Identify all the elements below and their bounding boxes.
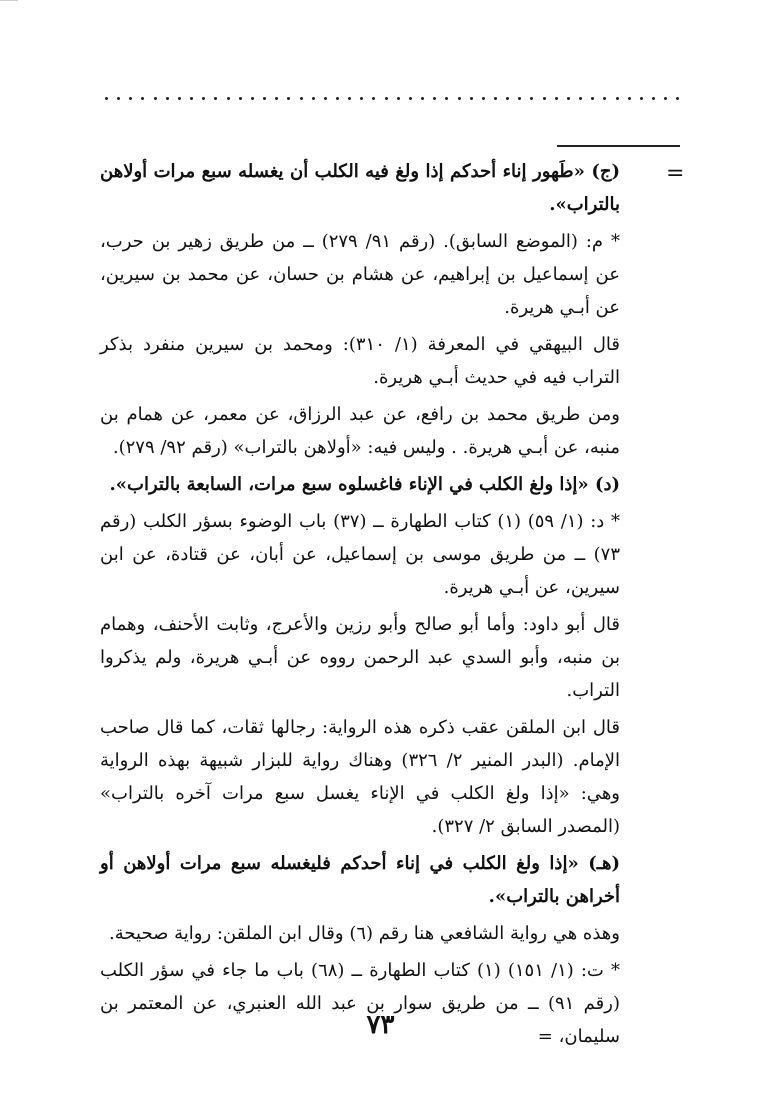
paragraph-shafii-note: وهذه هي رواية الشافعي هنا رقم (٦) وقال ابن الملقن: رواية صحيحة. [109,923,620,944]
paragraph-hadith-c: (ج) «طَهور إناء أحدكم إذا ولغ فيه الكلب أن يغسله سبع مرات أولاهن بالتراب». [100,161,620,215]
page-text [100,155,620,1057]
paragraph-tirmidhi-source: * ت: (١/ ١٥١) (١) كتاب الطهارة ــ (٦٨) باب ما جاء في سؤر الكلب (رقم ٩١) ــ من طريق سوار بن عبد الله العنبري، عن المعتمر بن سليمان، = [100,960,620,1047]
paragraph-hadith-e: (هـ) «إذا ولغ الكلب في إناء أحدكم فليغسله سبع مرات أولاهن أو أخراهن بالتراب». [100,853,621,907]
paragraph-rafi-chain: ومن طريق محمد بن رافع، عن عبد الرزاق، عن معمر، عن همام بن منبه، عن أبـي هريرة. . وليس فيه: «أولاهن بالتراب» (رقم ٩٢/ ٢٧٩). [100,404,620,458]
paragraph-hadith-d: (د) «إذا ولغ الكلب في الإناء فاغسلوه سبع مرات، السابعة بالتراب». [109,474,620,495]
paragraph-abudawud-note: قال أبو داود: وأما أبو صالح وأبو رزين والأعرج، وثابت الأحنف، وهمام بن منبه، وأبو السدي عبد الرحمن رووه عن أبـي هريرة، ولم يذكروا التراب. [100,614,620,701]
page-number: ٧٣ [366,1010,395,1040]
page-corner-mark [0,0,18,19]
continuation-mark: = [666,161,685,186]
dotted-separator [105,92,680,104]
paragraph-bayhaqi-note: قال البيهقي في المعرفة (١/ ٣١٠): ومحمد بن سيرين منفرد بذكر التراب فيه في حديث أبـي هريرة. [100,334,620,388]
paragraph-muslim-source: * م: (الموضع السابق). (رقم ٩١/ ٢٧٩) ــ من طريق زهير بن حرب، عن إسماعيل بن إبراهيم، عن هشام بن حسان، عن محمد بن سيرين، عن أبـي هريرة. [100,231,620,318]
footnote-rule [557,145,680,147]
paragraph-abudawud-source: * د: (١/ ٥٩) (١) كتاب الطهارة ــ (٣٧) باب الوضوء بسؤر الكلب (رقم ٧٣) ــ من طريق موسى بن إسماعيل، عن أبان، عن قتادة، عن ابن سيرين، عن أبـي هريرة. [100,511,620,598]
paragraph-ibn-mulaqqin-note: قال ابن الملقن عقب ذكره هذه الرواية: رجالها ثقات، كما قال صاحب الإمام. (البدر المنير ٢/ ٣٢٦) وهناك رواية للبزار شبيهة بهذه الرواية وهي: «إذا ولغ الكلب في الإناء يغسل سبع مرات آخره بالتراب» (المصدر السابق ٢/ ٣٢٧). [100,717,620,837]
